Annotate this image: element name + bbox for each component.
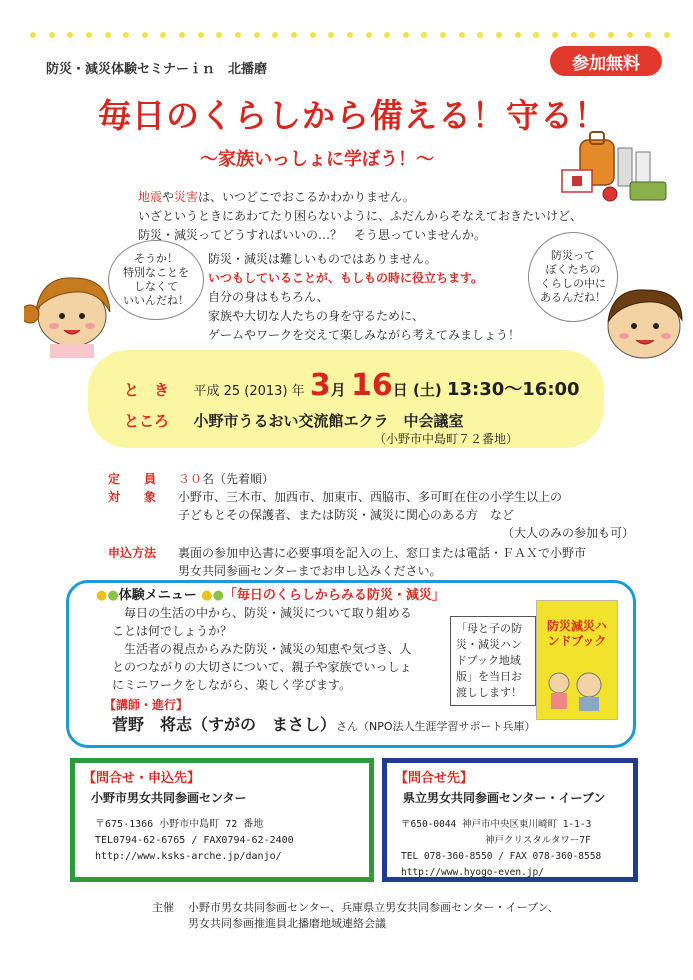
dot-icon: ● [212,588,224,603]
middle-line3: 自分の身はもちろん、 [208,290,329,304]
lecturer-affiliation: さん（NPO法人生涯学習サポート兵庫） [336,720,536,733]
organizer-label: 主催 [152,901,174,914]
intro-line2: いざというときにあわてたり困らないように、ふだんからそなえておきたいけど、 [138,209,583,223]
contact-even-url[interactable]: http://www.hyogo-even.jp/ [401,867,544,878]
contact-ono-box [70,758,374,882]
event-month-unit: 月 [330,381,346,399]
girl-illustration [24,268,114,358]
intro-earthquake: 地震 [138,190,163,204]
seminar-name: 防災・減災体験セミナーｉｎ 北播磨 [46,62,268,77]
dot-icon: ● [96,588,108,603]
target-label: 対 象 [108,490,157,504]
capacity-value: ３０ [178,472,203,486]
menu-label: 体験メニュー [118,588,197,603]
event-month: 3 [309,368,331,403]
menu-text4: とのつながりの大切さについて、親子や家族でいっしょ [112,660,412,674]
apply-label: 申込方法 [108,546,157,560]
middle-line2-highlight: いつもしていることが、もしもの時に役立ちます。 [208,271,484,285]
target-line2: 子どもとその保護者、または防災・減災に関心のある方 など [178,508,515,522]
contact-even-address: 〒650-0044 神戸市中央区東川崎町 1-1-3 [401,819,592,830]
page-title: 毎日のくらしから備える！守る！ [98,96,608,135]
middle-line1: 防災・減災は難しいものではありません。 [208,252,437,266]
when-label: と き [124,381,170,399]
menu-text3: 生活者の視点からみた防災・減災の知恵や気づき、人 [124,642,412,656]
contact-ono-details [95,817,294,865]
event-day: 16 [351,368,393,403]
contact-ono-address: 〒675-1366 小野市中島町 72 番地 [95,819,264,830]
middle-text [208,250,548,345]
experience-menu-title [96,584,445,603]
decorative-dots [30,32,670,44]
event-address: （小野市中島町７２番地） [374,432,519,446]
capacity-label: 定 員 [108,472,157,486]
handbook-cover-illustration [537,653,617,713]
lecturer-name: 菅野 将志（すがの まさし） [112,715,337,734]
event-day-unit: 日 [392,381,408,399]
dot-icon: ● [201,588,213,603]
contact-even-head: 【問合せ先】 [395,771,474,786]
boy-speech-text: 防災って ぼくたちの くらしの中に あるんだね！ [540,249,606,304]
event-date-line [124,368,580,403]
girl-speech-bubble [108,240,204,320]
capacity-rest: 名（先着順） [202,472,275,486]
contact-ono-url[interactable]: http://www.ksks-arche.jp/danjo/ [95,851,282,862]
target-line1: 小野市、三木市、加西市、加東市、西脇市、多可町在住の小学生以上の [178,490,563,504]
target-note: （大人のみの参加も可） [501,526,634,540]
free-admission-badge: 参加無料 [550,46,662,76]
intro-line1: は、いつどこでおこるかわかりません。 [198,190,415,204]
contact-ono-phone: TEL0794-62-6765 / FAX0794-62-2400 [95,835,294,846]
contact-ono-name: 小野市男女共同参画センター [91,791,247,805]
event-details [108,470,648,580]
menu-text2: ことは何でしょうか？ [112,624,233,638]
apply-line1: 裏面の参加申込書に必要事項を記入の上、窓口または電話・ＦＡＸで小野市 [178,546,587,560]
page-subtitle: 〜家族いっしょに学ぼう！〜 [200,149,434,170]
menu-text1: 毎日の生活の中から、防災・減災について取り組める [124,606,412,620]
boy-illustration [598,282,690,362]
middle-line5: ゲームやワークを交えて楽しみながら考えてみましょう！ [208,328,521,342]
menu-theme: 「毎日のくらしからみる防災・減災」 [223,588,445,603]
intro-disaster: 災害 [174,190,199,204]
menu-text5: にミニワークをしながら、楽しく学びます。 [112,678,352,692]
lecturer-label: 【講師・進行】 [104,698,189,712]
contact-ono-head: 【問合せ・申込先】 [83,771,201,786]
where-label: ところ [124,412,170,430]
intro-particle: や [162,190,175,204]
dot-icon: ● [107,588,119,603]
girl-speech-text: そうか！ 特別なことを しなくて いいんだね！ [123,252,189,307]
organizer-footer [152,900,622,932]
handbook-cover-image [536,600,618,720]
event-year: 平成 25 (2013) 年 [193,384,305,399]
handbook-note: 「母と子の防災・減災ハンドブック地域版」を当日お渡しします！ [450,616,536,706]
event-weekday: (土) [413,381,442,399]
lecturer [112,712,536,735]
event-venue-line [124,410,464,431]
contact-even-phone: TEL 078-360-8550 / FAX 078-360-8558 [401,851,602,862]
contact-even-box [382,758,638,882]
intro-line3: 防災・減災ってどうすればいいの…？ そう思っていませんか。 [138,228,487,242]
event-venue: 小野市うるおい交流館エクラ 中会議室 [193,412,464,430]
apply-line2: 男女共同参画センターまでお申し込みください。 [178,564,442,578]
handbook-cover-title: 防災減災ハンドブック [546,619,607,648]
contact-even-building: 神戸クリスタルタワー7F [485,835,591,846]
contact-even-details [401,817,601,881]
organizer-line2: 男女共同参画推進員北播磨地域連絡会議 [188,917,386,930]
event-time: 13:30〜16:00 [446,379,580,400]
contact-even-name: 県立男女共同参画センター・イーブン [403,791,606,805]
experience-menu-text [112,604,442,694]
middle-line4: 家族や大切な人たちの身を守るために、 [208,309,425,323]
organizer-line1: 小野市男女共同参画センター、兵庫県立男女共同参画センター・イーブン、 [188,901,559,914]
